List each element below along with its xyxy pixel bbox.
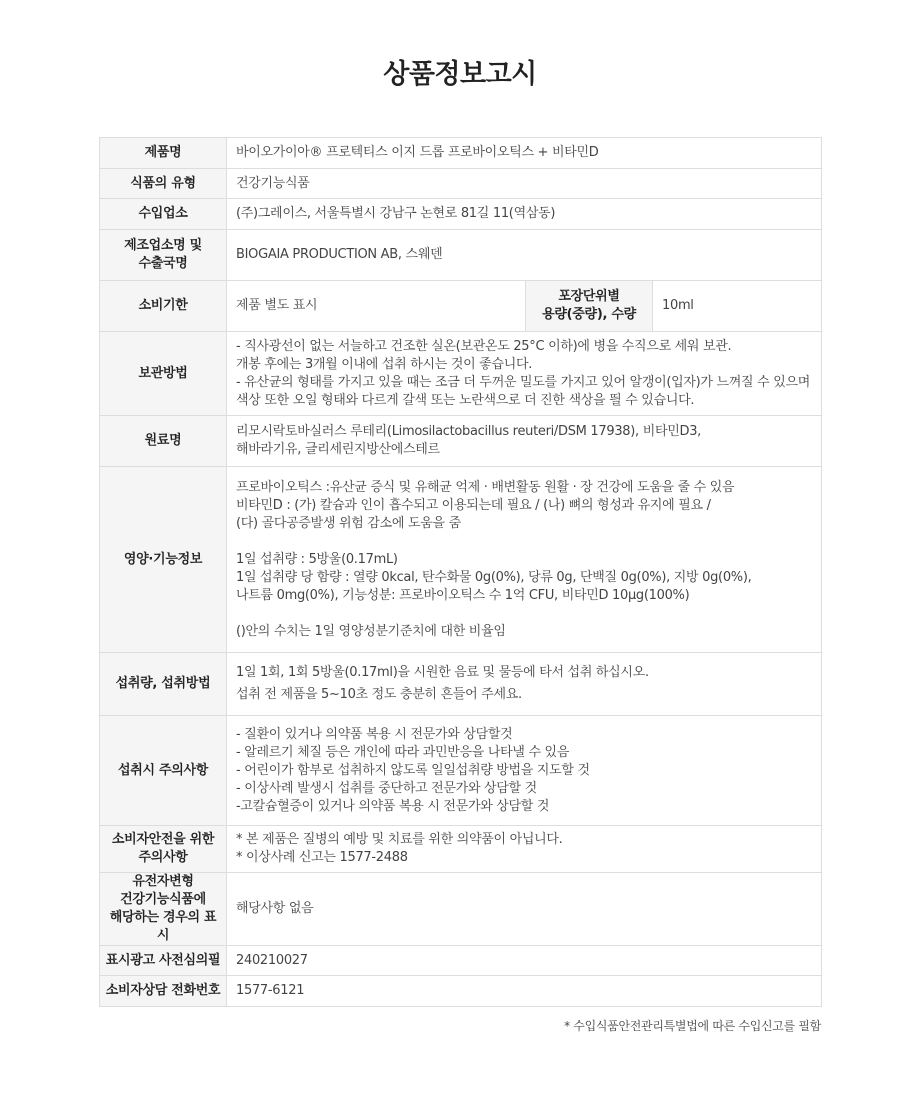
row-label-nutrition: 영양·기능정보	[100, 467, 227, 653]
table-row	[100, 467, 822, 653]
row-value-intake: 1일 1회, 1회 5방울(0.17ml)을 시원한 음료 및 물등에 타서 섭취 하십시오. 섭취 전 제품을 5~10초 정도 충분히 흔들어 주세요.	[227, 653, 822, 716]
row-label-ad-review: 표시광고 사전심의필	[100, 946, 227, 976]
row-value-consult: 1577-6121	[227, 976, 822, 1007]
row-label-intake: 섭취량, 섭취방법	[100, 653, 227, 716]
table-row	[100, 169, 822, 199]
row-label-gmo: 유전자변형 건강기능식품에 해당하는 경우의 표시	[100, 873, 227, 946]
row-value-caution: - 질환이 있거나 의약품 복용 시 전문가와 상담할것 - 알레르기 체질 등은 개인에 따라 과민반응을 나타낼 수 있음 - 어린이가 함부로 섭취하지 않도록 일일섭취량 방법을 지도할 것 - 이상사례 발생시 섭취를 중단하고 전문가와 상담할 것 -고칼슘혈증이 있거나 의약품 복용 시 전문가와 상담할 것	[227, 716, 822, 826]
row-value-nutrition: 프로바이오틱스 :유산균 증식 및 유해균 억제 · 배변활동 원활 · 장 건강에 도움을 줄 수 있음 비타민D : (가) 칼슘과 인이 흡수되고 이용되는데 필요 / (나) 뼈의 형성과 유지에 필요 / (다) 골다공증발생 위험 감소에 도움을 줌 1일 섭취량 : 5방울(0.17mL) 1일 섭취량 당 함량 : 열량 0kcal, 탄수화물 0g(0%), 당류 0g, 단백질 0g(0%), 지방 0g(0%), 나트륨 0mg(0%), 기능성분: 프로바이오틱스 수 1억 CFU, 비타민D 10μg(100%) ()안의 수치는 1일 영양성분기준치에 대한 비율임	[227, 467, 822, 653]
row-value-importer: (주)그레이스, 서울특별시 강남구 논현로 81길 11(역삼동)	[227, 199, 822, 230]
row-label-food-type: 식품의 유형	[100, 169, 227, 199]
page-title: 상품정보고시	[383, 59, 537, 90]
row-value-food-type: 건강기능식품	[227, 169, 822, 199]
row-value-gmo: 해당사항 없음	[227, 873, 822, 946]
row-value-ad-review: 240210027	[227, 946, 822, 976]
row-label-consult: 소비자상담 전화번호	[100, 976, 227, 1007]
row-label-product-name: 제품명	[100, 138, 227, 169]
table-row	[100, 281, 822, 332]
table-row	[100, 976, 822, 1007]
table-row	[100, 716, 822, 826]
table-row	[100, 946, 822, 976]
row-label-pack-size: 포장단위별 용량(중량), 수량	[526, 281, 653, 332]
table-row	[100, 199, 822, 230]
row-label-ingredients: 원료명	[100, 416, 227, 467]
table-row	[100, 873, 822, 946]
row-label-importer: 수입업소	[100, 199, 227, 230]
row-label-expiry: 소비기한	[100, 281, 227, 332]
row-label-manufacturer: 제조업소명 및 수출국명	[100, 230, 227, 281]
table-row	[100, 138, 822, 169]
row-value-product-name: 바이오가이아® 프로텍티스 이지 드롭 프로바이오틱스 + 비타민D	[227, 138, 822, 169]
row-label-storage: 보관방법	[100, 332, 227, 416]
table-row	[100, 653, 822, 716]
row-value-expiry: 제품 별도 표시	[227, 281, 526, 332]
table-row	[100, 332, 822, 416]
row-value-manufacturer: BIOGAIA PRODUCTION AB, 스웨덴	[227, 230, 822, 281]
product-info-table	[99, 137, 822, 1007]
row-label-caution: 섭취시 주의사항	[100, 716, 227, 826]
table-row	[100, 230, 822, 281]
table-row	[100, 826, 822, 873]
table-row	[100, 416, 822, 467]
row-value-storage: - 직사광선이 없는 서늘하고 건조한 실온(보관온도 25°C 이하)에 병을 수직으로 세워 보관. 개봉 후에는 3개월 이내에 섭취 하시는 것이 좋습니다. - 유산균의 형태를 가지고 있을 때는 조금 더 두꺼운 밀도를 가지고 있어 알갱이(입자)가 느껴질 수 있으며 색상 또한 오일 형태와 다르게 갈색 또는 노란색으로 더 진한 색상을 띌 수 있습니다.	[227, 332, 822, 416]
row-value-ingredients: 리모시락토바실러스 루테리(Limosilactobacillus reuteri/DSM 17938), 비타민D3, 해바라기유, 글리세린지방산에스테르	[227, 416, 822, 467]
import-footnote: * 수입식품안전관리특별법에 따른 수입신고를 필함	[564, 1019, 821, 1033]
row-value-pack-size: 10ml	[653, 281, 822, 332]
row-value-safety: * 본 제품은 질병의 예방 및 치료를 위한 의약품이 아닙니다. * 이상사례 신고는 1577-2488	[227, 826, 822, 873]
row-label-safety: 소비자안전을 위한 주의사항	[100, 826, 227, 873]
